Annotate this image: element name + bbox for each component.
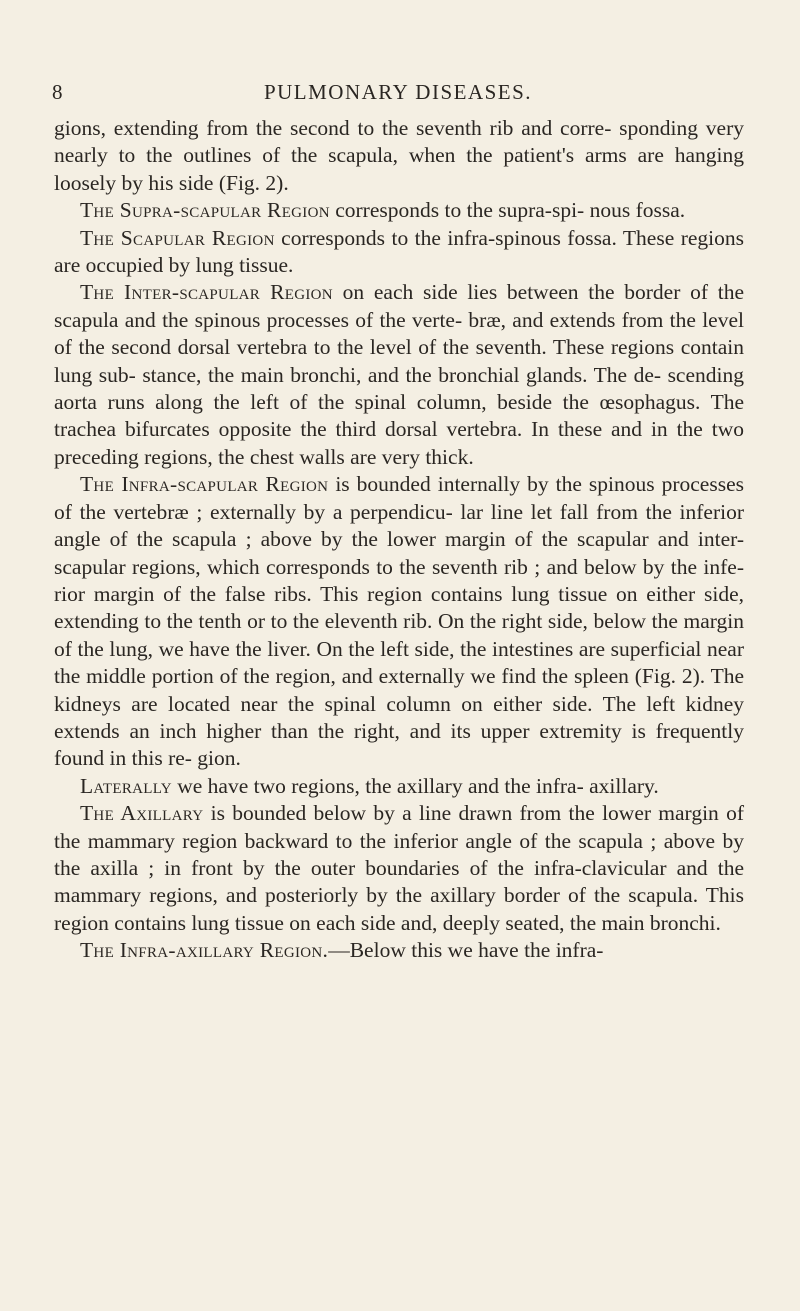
- paragraph-lead: The Infra-axillary Region.: [80, 938, 329, 963]
- paragraph-text: is bounded below by a line drawn from the lower margin of the mammary region backward to the inferior angle of the scapula ; above by the axilla ; in front by the outer boundaries of the infra-clavicular and the mammary regions, and posteriorly by the axillary border of the scapula. This region contains lung tissue on each side and, deeply seated, the main bronchi.: [54, 801, 744, 935]
- paragraph-lead: The Scapular Region: [80, 225, 275, 250]
- paragraph-text: corresponds to the infra-spinous fossa. These regions are occupied by lung tissue.: [54, 225, 744, 278]
- paragraph-text: we have two regions, the axillary and the infra- axillary.: [171, 773, 659, 798]
- paragraph-continuation: [54, 115, 744, 197]
- paragraph-laterally: [54, 773, 744, 800]
- paragraph-text: gions, extending from the second to the seventh rib and corre- sponding very nearly to the outlines of the scapula, when the patient's arms are hanging loosely by his side (Fig. 2).: [54, 116, 744, 195]
- paragraph-lead: The Supra-scapular Region: [80, 198, 330, 223]
- paragraph-text: corresponds to the supra-spi- nous fossa.: [329, 198, 686, 223]
- paragraph-text: is bounded internally by the spinous processes of the vertebræ ; externally by a perpendicu- lar line let fall from the inferior angle of the scapula ; above by the lower margin of the scapular and inter-scapular regions, which corresponds to the seventh rib ; and below by the infe- rior margin of the false ribs. This region contains lung tissue on either side, extending to the tenth or to the eleventh rib. On the right side, below the margin of the lung, we have the liver. On the left side, the intestines are superficial near the middle portion of the region, and externally we find the spleen (Fig. 2). The kidneys are located near the spinal column on either side. The left kidney extends an inch higher than the right, and its upper extremity is frequently found in this re- gion.: [54, 472, 744, 771]
- page-number: 8: [52, 80, 64, 104]
- page-header: [52, 80, 744, 108]
- paragraph-lead: The Axillary: [80, 801, 204, 826]
- paragraph-lead: The Infra-scapular Region: [80, 472, 329, 497]
- body-text: [54, 115, 744, 965]
- paragraph-text: —Below this we have the infra-: [328, 938, 604, 963]
- paragraph-infra-axillary: [54, 937, 744, 964]
- paragraph-axillary: [54, 800, 744, 937]
- paragraph-text: on each side lies between the border of the scapula and the spinous processes of the verte- bræ, and extends from the level of the second dorsal vertebra to the level of the seventh. These regions contain lung sub- stance, the main bronchi, and the bronchial glands. The de- scending aorta runs along the left of the spinal column, beside the œsophagus. The trachea bifurcates opposite the third dorsal vertebra. In these and in the two preceding regions, the chest walls are very thick.: [54, 280, 744, 469]
- paragraph-infra-scapular: [54, 471, 744, 772]
- paragraph-supra-scapular: [54, 197, 744, 224]
- paragraph-inter-scapular: [54, 279, 744, 471]
- running-head: PULMONARY DISEASES.: [263, 80, 533, 104]
- paragraph-lead: Laterally: [80, 773, 172, 798]
- paragraph-lead: The Inter-scapular Region: [80, 280, 333, 305]
- paragraph-scapular: [54, 225, 744, 280]
